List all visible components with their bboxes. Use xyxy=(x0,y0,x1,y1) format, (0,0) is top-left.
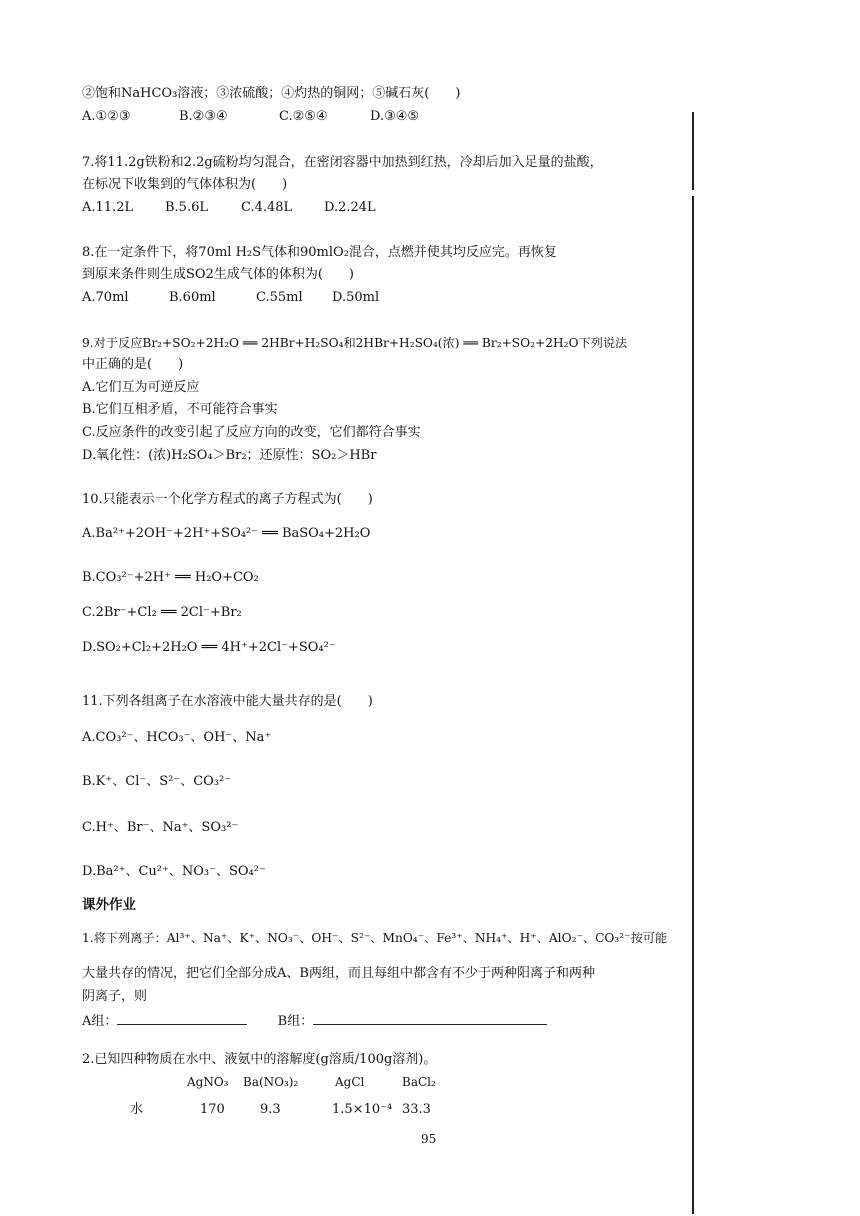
group-a-label: A组： xyxy=(82,1014,118,1029)
q7-option-b: B.5.6L xyxy=(165,200,208,215)
q6-choices xyxy=(82,109,419,125)
q11-option-b: B.K⁺、Cl⁻、S²⁻、CO₃²⁻ xyxy=(82,774,232,789)
q6-option-d: D.③④⑤ xyxy=(370,109,420,124)
q10-option-d: D.SO₂+Cl₂+2H₂O ══ 4H⁺+2Cl⁻+SO₄²⁻ xyxy=(82,640,336,655)
col-agno3: AgNO₃ xyxy=(187,1075,229,1089)
group-b-label: B组： xyxy=(277,1014,314,1029)
group-b-blank[interactable] xyxy=(313,1012,547,1025)
q9-option-b: B.它们互相矛盾，不可能符合事实 xyxy=(82,402,278,417)
q10-option-c: C.2Br⁻+Cl₂ ══ 2Cl⁻+Br₂ xyxy=(82,605,242,620)
q7-stem-1: 7.将11.2g铁粉和2.2g硫粉均匀混合，在密闭容器中加热到红热，冷却后加入足量的盐酸， xyxy=(82,155,603,170)
val-agcl: 1.5×10⁻⁴ xyxy=(332,1102,393,1117)
q8-stem-1: 8.在一定条件下，将70ml H₂S气体和90mlO₂混合，点燃并使其均反应完。再恢复 xyxy=(82,245,557,260)
margin-rule-upper xyxy=(692,112,694,190)
solubility-table-header xyxy=(187,1075,436,1089)
q10-stem: 10.只能表示一个化学方程式的离子方程式为( ) xyxy=(82,492,373,507)
group-a-blank[interactable] xyxy=(117,1012,247,1025)
q7-stem-2: 在标况下收集到的气体体积为( ) xyxy=(82,177,288,192)
solubility-table-row-water xyxy=(130,1098,431,1117)
q6-option-b: B.②③④ xyxy=(179,109,228,124)
q7-option-c: C.4.48L xyxy=(241,200,293,215)
row-label-water: 水 xyxy=(130,1102,144,1117)
hw1-stem-3: 阴离子，则 xyxy=(82,989,148,1004)
q7-option-a: A.11.2L xyxy=(82,200,134,215)
val-bacl2: 33.3 xyxy=(402,1102,431,1117)
col-bano32: Ba(NO₃)₂ xyxy=(243,1075,299,1089)
q6-options-line: ②饱和NaHCO₃溶液；③浓硫酸；④灼热的铜网；⑤碱石灰( ) xyxy=(82,86,461,101)
q8-option-d: D.50ml xyxy=(332,290,380,305)
q7-choices xyxy=(82,200,376,216)
hw1-stem-2: 大量共存的情况，把它们全部分成A、B两组，而且每组中都含有不少于两种阳离子和两种 xyxy=(82,966,595,981)
q10-option-b: B.CO₃²⁻+2H⁺ ══ H₂O+CO₂ xyxy=(82,570,259,585)
q11-stem: 11.下列各组离子在水溶液中能大量共存的是( ) xyxy=(82,694,373,709)
q9-option-d: D.氧化性：(浓)H₂SO₄＞Br₂；还原性：SO₂＞HBr xyxy=(82,448,377,463)
q8-option-b: B.60ml xyxy=(169,290,216,305)
q6-option-a: A.①②③ xyxy=(82,109,131,124)
hw2-stem: 2.已知四种物质在水中、液氨中的溶解度(g溶质/100g溶剂)。 xyxy=(82,1052,437,1067)
q11-option-a: A.CO₃²⁻、HCO₃⁻、OH⁻、Na⁺ xyxy=(82,730,272,745)
hw1-stem-1: 1.将下列离子：Al³⁺、Na⁺、K⁺、NO₃⁻、OH⁻、S²⁻、MnO₄⁻、Fe³⁺、NH₄⁺、H⁺、AlO₂⁻、CO₃²⁻按可能 xyxy=(82,931,668,945)
q9-option-a: A.它们互为可逆反应 xyxy=(82,380,200,395)
col-agcl: AgCl xyxy=(335,1075,365,1089)
q7-option-d: D.2.24L xyxy=(324,200,376,215)
q8-choices xyxy=(82,290,379,306)
q8-stem-2: 到原来条件则生成SO2生成气体的体积为( ) xyxy=(82,267,354,282)
q9-option-c: C.反应条件的改变引起了反应方向的改变，它们都符合事实 xyxy=(82,425,421,440)
hw1-answer-row xyxy=(82,1012,547,1030)
val-agno3: 170 xyxy=(200,1102,225,1117)
q9-stem-2: 中正确的是( ) xyxy=(82,357,184,372)
val-bano32: 9.3 xyxy=(260,1102,281,1117)
q6-option-c: C.②⑤④ xyxy=(279,109,328,124)
q10-option-a: A.Ba²⁺+2OH⁻+2H⁺+SO₄²⁻ ══ BaSO₄+2H₂O xyxy=(82,526,371,541)
col-bacl2: BaCl₂ xyxy=(402,1075,436,1089)
margin-rule-lower xyxy=(692,196,694,1214)
page-number: 95 xyxy=(421,1132,437,1146)
q9-stem-1: 9.对于反应Br₂+SO₂+2H₂O ══ 2HBr+H₂SO₄和2HBr+H₂SO₄(浓) ══ Br₂+SO₂+2H₂O下列说法 xyxy=(82,336,628,350)
q11-option-d: D.Ba²⁺、Cu²⁺、NO₃⁻、SO₄²⁻ xyxy=(82,864,266,879)
q8-option-c: C.55ml xyxy=(256,290,303,305)
q8-option-a: A.70ml xyxy=(82,290,129,305)
homework-heading: 课外作业 xyxy=(82,897,136,913)
q11-option-c: C.H⁺、Br⁻、Na⁺、SO₃²⁻ xyxy=(82,820,239,835)
